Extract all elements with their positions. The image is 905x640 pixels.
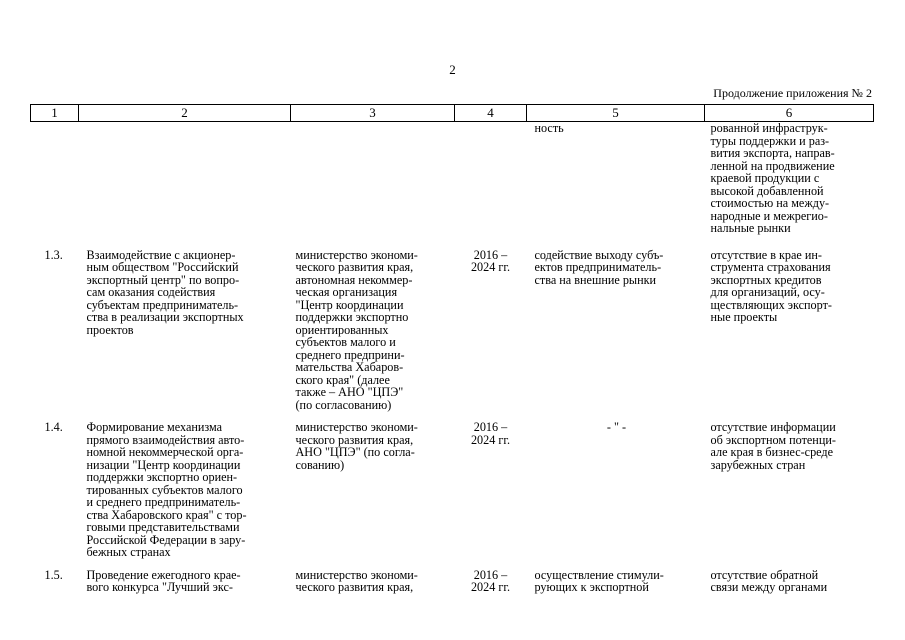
- column-header-3: 3: [291, 105, 455, 122]
- result-text: содействие выходу субъ- ектов предприниматель- ства на внешние рынки: [534, 247, 664, 287]
- row-number-text: 1.3.: [44, 247, 63, 262]
- column-header-6: 6: [705, 105, 874, 122]
- activity-cell: [79, 122, 291, 249]
- row-number: [31, 249, 79, 422]
- executor-cell: [291, 122, 455, 249]
- row-number-text: 1.4.: [44, 420, 63, 434]
- column-header-4: 4: [455, 105, 527, 122]
- column-header-1: 1: [31, 105, 79, 122]
- risk-cell: [705, 569, 874, 594]
- risk-cell: [705, 122, 874, 249]
- activity-cell: [79, 569, 291, 594]
- risk-text: отсутствие обратной связи между органами: [710, 567, 828, 594]
- risk-cell: [705, 249, 874, 422]
- period-text: 2016 – 2024 гг.: [470, 247, 511, 274]
- result-cell: [527, 569, 705, 594]
- executor-cell: [291, 569, 455, 594]
- period-cell: [455, 421, 527, 569]
- result-cell: [527, 421, 705, 569]
- table-row-continuation: [31, 122, 874, 249]
- period-cell: [455, 569, 527, 594]
- table-row-1-4: [31, 421, 874, 569]
- row-number: [31, 421, 79, 569]
- period-cell: [455, 249, 527, 422]
- executor-text: министерство экономи- ческого развития края, АНО "ЦПЭ" (по согла- сованию): [295, 420, 418, 472]
- executor-text: министерство экономи- ческого развития края,: [295, 567, 418, 594]
- period-cell: [455, 122, 527, 249]
- activity-text: Взаимодействие с акционер- ным обществом "Российский экспортный центр" по вопро- сам оказания содействия субъектам предприниматель- ства в реализации экспортных проектов: [86, 247, 244, 337]
- result-text: - " -: [606, 420, 627, 434]
- result-text: ность: [534, 121, 564, 135]
- table-row-1-3: [31, 249, 874, 422]
- result-cell: [527, 249, 705, 422]
- executor-cell: [291, 421, 455, 569]
- result-cell: [527, 122, 705, 249]
- executor-cell: [291, 249, 455, 422]
- column-header-5: 5: [527, 105, 705, 122]
- risk-cell: [705, 421, 874, 569]
- activity-text: Формирование механизма прямого взаимодействия авто- номной некоммерческой орга- низации "Центр координации поддержки экспортно ориен- тированных субъектов малого и среднего предприниматель- ства Хабаровского края" с тор- говыми представительствами Российской Федерации в зару- бежных странах: [86, 420, 247, 559]
- page-number: 2: [449, 62, 456, 77]
- risk-text: отсутствие информации об экспортном потенци- але края в бизнес-среде зарубежных стран: [710, 420, 836, 472]
- activity-text: Проведение ежегодного крае- вого конкурса "Лучший экс-: [86, 567, 241, 594]
- row-number: [31, 569, 79, 594]
- period-text: 2016 – 2024 гг.: [470, 567, 511, 594]
- risk-text: рованной инфраструк- туры поддержки и раз- вития экспорта, направ- ленной на продвижение краевой продукции с высокой добавленной стоимостью на между- народные и межрегио- нальные рынки: [710, 121, 835, 235]
- column-header-2: 2: [79, 105, 291, 122]
- continuation-label: Продолжение приложения № 2: [713, 86, 872, 100]
- activity-cell: [79, 421, 291, 569]
- risk-text: отсутствие в крае ин- струмента страхования экспортных кредитов для организаций, осу- ществляющих экспорт- ные проекты: [710, 247, 832, 324]
- activity-cell: [79, 249, 291, 422]
- table-header-row: [31, 105, 874, 122]
- result-text: осуществление стимули- рующих к экспортной: [534, 567, 664, 594]
- row-number-text: 1.5.: [44, 567, 63, 582]
- row-number: [31, 122, 79, 249]
- executor-text: министерство экономи- ческого развития края, автономная некоммер- ческая организация "Центр координации поддержки экспортно ориентированных субъектов малого и среднего предприни- мательства Хабаров- ского края" (далее также – АНО "ЦПЭ" (по согласованию): [295, 247, 418, 412]
- period-text: 2016 – 2024 гг.: [470, 420, 511, 447]
- appendix-table: [30, 104, 874, 594]
- table-row-1-5: [31, 569, 874, 594]
